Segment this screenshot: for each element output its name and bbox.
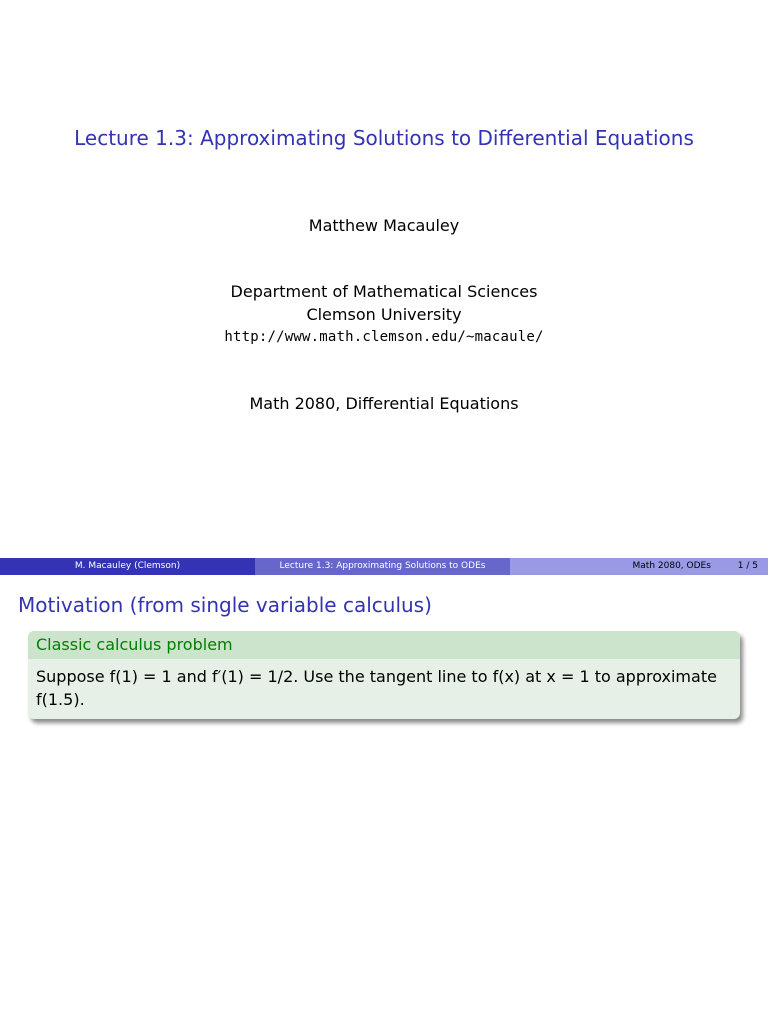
example-block bbox=[28, 631, 740, 719]
university: Clemson University bbox=[306, 305, 462, 324]
footer-page-number: 1 / 5 bbox=[737, 561, 758, 571]
lecture-title: Lecture 1.3: Approximating Solutions to Differential Equations bbox=[74, 126, 694, 150]
author-url[interactable]: http://www.math.clemson.edu/~macaule/ bbox=[224, 329, 544, 345]
block-body-text: Suppose f(1) = 1 and f′(1) = 1/2. Use the tangent line to f(x) at x = 1 to approximate f(1.5). bbox=[36, 667, 717, 709]
footer-short-title: Lecture 1.3: Approximating Solutions to ODEs bbox=[255, 558, 510, 575]
slide-footer bbox=[0, 558, 768, 575]
block-body bbox=[28, 659, 740, 719]
course-name: Math 2080, Differential Equations bbox=[249, 394, 519, 413]
footer-course: Math 2080, ODEs bbox=[632, 561, 711, 571]
department: Department of Mathematical Sciences bbox=[230, 282, 538, 301]
frame-title: Motivation (from single variable calculus) bbox=[18, 593, 432, 617]
block-title: Classic calculus problem bbox=[28, 631, 740, 659]
footer-author: M. Macauley (Clemson) bbox=[0, 558, 255, 575]
footer-right bbox=[510, 558, 768, 575]
affiliation bbox=[0, 280, 768, 349]
author-name: Matthew Macauley bbox=[308, 216, 460, 235]
